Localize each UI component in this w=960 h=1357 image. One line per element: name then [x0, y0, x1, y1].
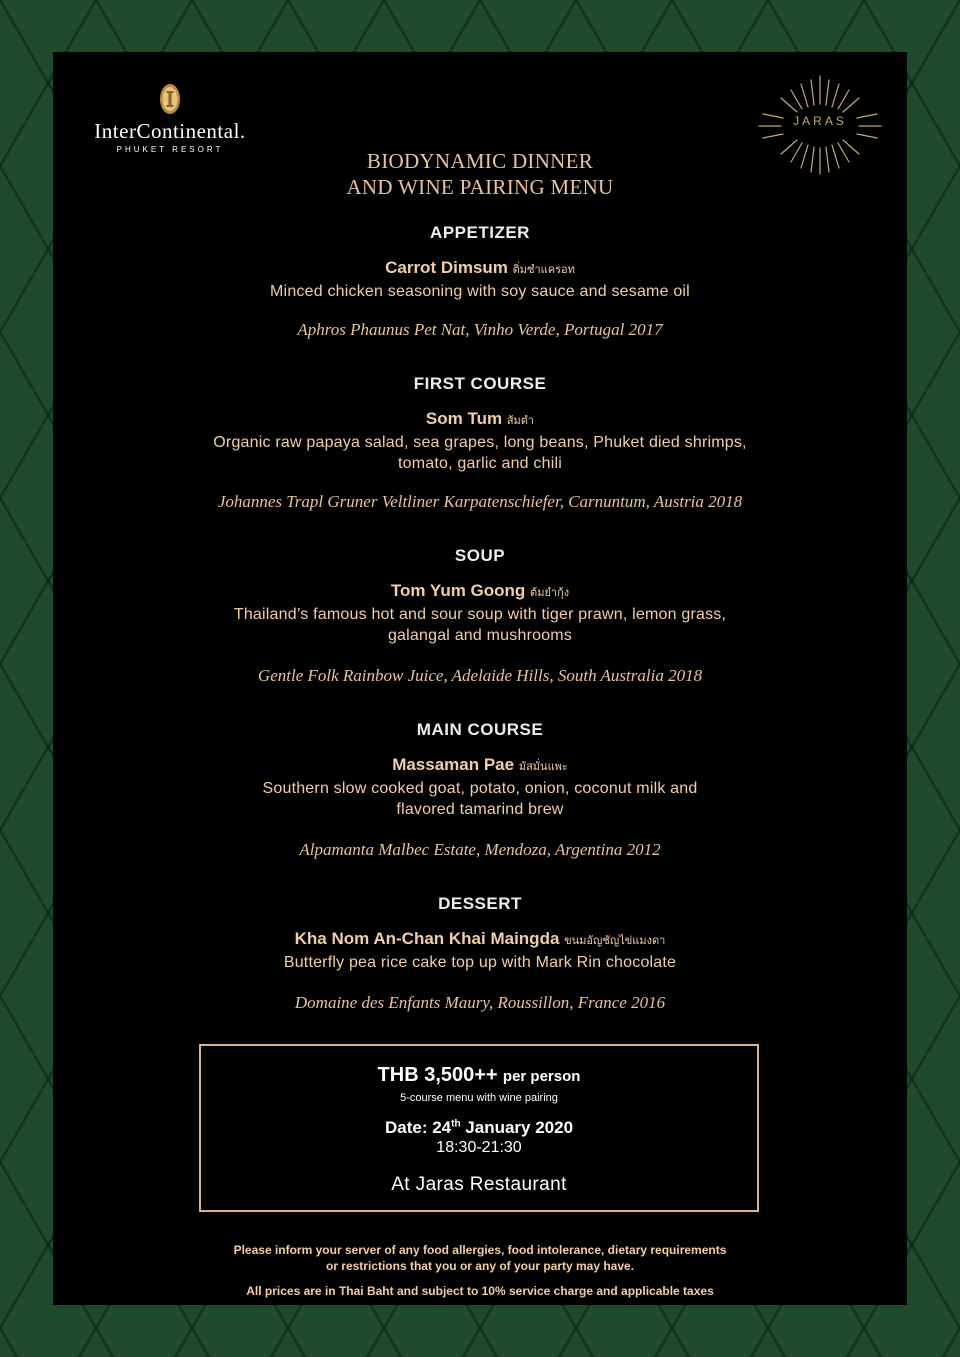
wine-pairing-dessert: Domaine des Enfants Maury, Roussillon, France 2016 — [294, 993, 666, 1012]
date-suffix: th — [451, 1118, 461, 1130]
dish-soup — [113, 580, 847, 646]
menu-title-line2: AND WINE PAIRING MENU — [346, 175, 614, 199]
wine-pairing-soup: Gentle Folk Rainbow Juice, Adelaide Hills, South Australia 2018 — [257, 666, 703, 685]
price-per-person: per person — [502, 1068, 581, 1085]
dish-first-course — [113, 408, 847, 474]
dish-description: Southern slow cooked goat, potato, onion, coconut milk and — [262, 780, 698, 797]
section-heading-soup: SOUP — [454, 546, 506, 565]
dish-name: Massaman Pae — [392, 755, 515, 774]
intercontinental-brand: InterContinental. — [94, 119, 246, 143]
menu-card — [53, 52, 907, 1305]
dish-description: Thailand’s famous hot and sour soup with tiger prawn, lemon grass, — [233, 606, 727, 623]
wine-pairing-appetizer: Aphros Phaunus Pet Nat, Vinho Verde, Portugal 2017 — [297, 320, 663, 339]
dish-name: Kha Nom An-Chan Khai Maingda — [294, 929, 560, 948]
price-info-box — [199, 1044, 759, 1212]
dish-description: Organic raw papaya salad, sea grapes, long beans, Phuket died shrimps, — [213, 434, 747, 451]
intercontinental-subtitle: PHUKET RESORT — [116, 145, 224, 154]
dish-thai-name: ขนมอัญชัญไข่แมงดา — [564, 935, 666, 947]
menu-title-line1: BIODYNAMIC DINNER — [366, 149, 594, 173]
course-note: 5-course menu with wine pairing — [400, 1092, 558, 1104]
section-heading-main-course: MAIN COURSE — [416, 720, 544, 739]
allergy-notice-line1: Please inform your server of any food allergies, food intolerance, dietary requirements — [233, 1243, 727, 1257]
dish-thai-name: ส้มตำ — [506, 415, 535, 427]
dish-description: Butterfly pea rice cake top up with Mark Rin chocolate — [283, 954, 677, 971]
dish-name: Som Tum — [425, 409, 503, 428]
dish-thai-name: ต้มยำกุ้ง — [530, 587, 570, 599]
wine-pairing-main-course: Alpamanta Malbec Estate, Mendoza, Argentina 2012 — [299, 840, 661, 859]
date-label: Date: 24 — [384, 1118, 452, 1137]
intercontinental-medal-icon — [158, 82, 182, 116]
dish-description-line2: flavored tamarind brew — [396, 801, 564, 818]
event-venue: At Jaras Restaurant — [391, 1174, 567, 1195]
price-amount: THB 3,500++ — [377, 1064, 498, 1086]
jaras-wordmark: JARAS — [793, 114, 847, 128]
dish-description: Minced chicken seasoning with soy sauce and sesame oil — [270, 283, 690, 300]
wine-pairing-first-course: Johannes Trapl Gruner Veltliner Karpatenschiefer, Carnuntum, Austria 2018 — [217, 492, 743, 511]
intercontinental-logo — [80, 82, 260, 154]
event-date — [201, 1118, 757, 1138]
event-time: 18:30-21:30 — [436, 1139, 522, 1156]
dish-main-course — [113, 754, 847, 820]
allergy-notice-line2: or restrictions that you or any of your party may have. — [325, 1259, 635, 1273]
dish-description-line2: galangal and mushrooms — [387, 627, 573, 644]
price-line — [201, 1064, 757, 1087]
section-heading-first-course: FIRST COURSE — [413, 374, 547, 393]
dish-appetizer — [113, 257, 847, 302]
dish-description-line2: tomato, garlic and chili — [398, 455, 562, 472]
allergy-notice — [53, 1242, 907, 1274]
dish-name: Tom Yum Goong — [390, 581, 526, 600]
price-disclaimer: All prices are in Thai Baht and subject to 10% service charge and applicable taxes — [246, 1284, 714, 1298]
menu-title — [53, 148, 907, 200]
date-rest: January 2020 — [460, 1118, 574, 1137]
dish-name: Carrot Dimsum — [385, 258, 508, 277]
dish-thai-name: มัสมั่นแพะ — [518, 761, 568, 773]
section-heading-appetizer: APPETIZER — [430, 223, 530, 242]
section-heading-dessert: DESSERT — [438, 894, 522, 913]
dish-thai-name: ติ่มซำแครอท — [512, 264, 575, 276]
dish-dessert — [113, 928, 847, 973]
